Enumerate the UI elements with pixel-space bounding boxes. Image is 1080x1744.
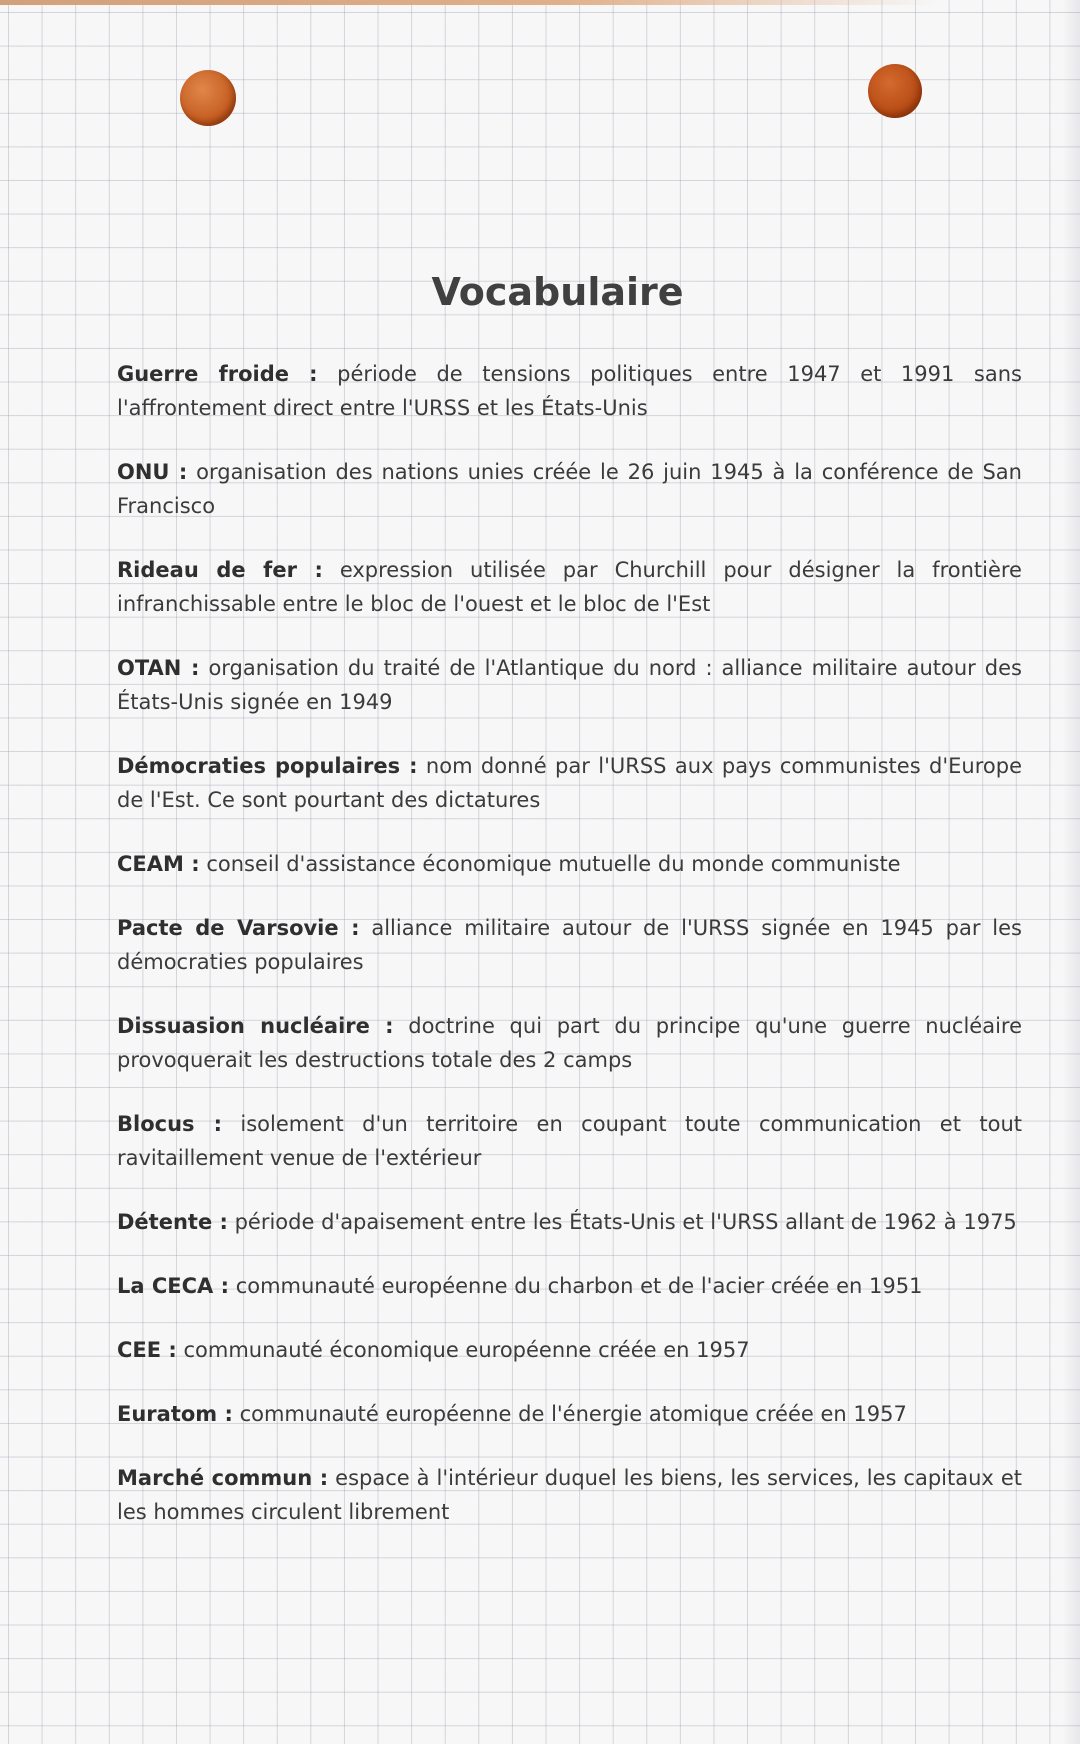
punch-hole-left — [180, 70, 236, 126]
vocab-term: Pacte de Varsovie : — [117, 916, 360, 940]
vocab-entry — [117, 1107, 1022, 1175]
vocab-entry — [117, 911, 1022, 979]
vocab-entry — [117, 1009, 1022, 1077]
vocab-definition: période de tensions politiques entre 1947 et 1991 sans l'affrontement direct entre l'URSS et les États-Unis — [117, 362, 1022, 420]
top-paper-edge — [0, 0, 940, 5]
vocab-term: Guerre froide : — [117, 362, 318, 386]
vocab-term: Blocus : — [117, 1112, 222, 1136]
vocab-entry — [117, 651, 1022, 719]
vocab-definition: alliance militaire autour de l'URSS signée en 1945 par les démocraties populaires — [117, 916, 1022, 974]
vocab-term: CEE : — [117, 1338, 177, 1362]
vocab-definition: expression utilisée par Churchill pour désigner la frontière infranchissable entre le bloc de l'ouest et le bloc de l'Est — [117, 558, 1022, 616]
vocab-definition: conseil d'assistance économique mutuelle du monde communiste — [206, 852, 901, 876]
vocab-definition: organisation des nations unies créée le 26 juin 1945 à la conférence de San Francisco — [117, 460, 1022, 518]
vocab-entry — [117, 1333, 1022, 1367]
vocab-term: Démocraties populaires : — [117, 754, 418, 778]
vocab-entry — [117, 1269, 1022, 1303]
vocab-term: Euratom : — [117, 1402, 233, 1426]
vocab-entry — [117, 553, 1022, 621]
vocab-term: La CECA : — [117, 1274, 229, 1298]
vocab-definition: espace à l'intérieur duquel les biens, les services, les capitaux et les hommes circulent librement — [117, 1466, 1022, 1524]
vocab-entry — [117, 847, 1022, 881]
vocab-definition: période d'apaisement entre les États-Unis et l'URSS allant de 1962 à 1975 — [234, 1210, 1017, 1234]
vocab-term: ONU : — [117, 460, 188, 484]
vocab-definition: communauté économique européenne créée en 1957 — [183, 1338, 750, 1362]
vocab-entry — [117, 1461, 1022, 1529]
vocab-definition: doctrine qui part du principe qu'une guerre nucléaire provoquerait les destructions totale des 2 camps — [117, 1014, 1023, 1072]
vocab-definition: organisation du traité de l'Atlantique du nord : alliance militaire autour des États-Unis signée en 1949 — [117, 656, 1022, 714]
vocab-term: Détente : — [117, 1210, 228, 1234]
vocab-definition: nom donné par l'URSS aux pays communistes d'Europe de l'Est. Ce sont pourtant des dictatures — [117, 754, 1022, 812]
vocabulary-list — [117, 357, 1022, 1559]
vocab-term: Dissuasion nucléaire : — [117, 1014, 394, 1038]
vocab-entry — [117, 1397, 1022, 1431]
vocab-entry — [117, 357, 1022, 425]
vocab-definition: communauté européenne de l'énergie atomique créée en 1957 — [239, 1402, 907, 1426]
vocab-term: CEAM : — [117, 852, 200, 876]
right-edge-shadow — [1062, 0, 1080, 1744]
vocab-definition: isolement d'un territoire en coupant toute communication et tout ravitaillement venue de l'extérieur — [117, 1112, 1022, 1170]
page-title: Vocabulaire — [431, 270, 684, 314]
vocab-entry — [117, 749, 1022, 817]
vocab-term: Marché commun : — [117, 1466, 329, 1490]
vocab-definition: communauté européenne du charbon et de l'acier créée en 1951 — [235, 1274, 923, 1298]
vocab-entry — [117, 1205, 1022, 1239]
vocab-term: OTAN : — [117, 656, 200, 680]
vocab-term: Rideau de fer : — [117, 558, 323, 582]
vocab-entry — [117, 455, 1022, 523]
punch-hole-right — [868, 64, 922, 118]
